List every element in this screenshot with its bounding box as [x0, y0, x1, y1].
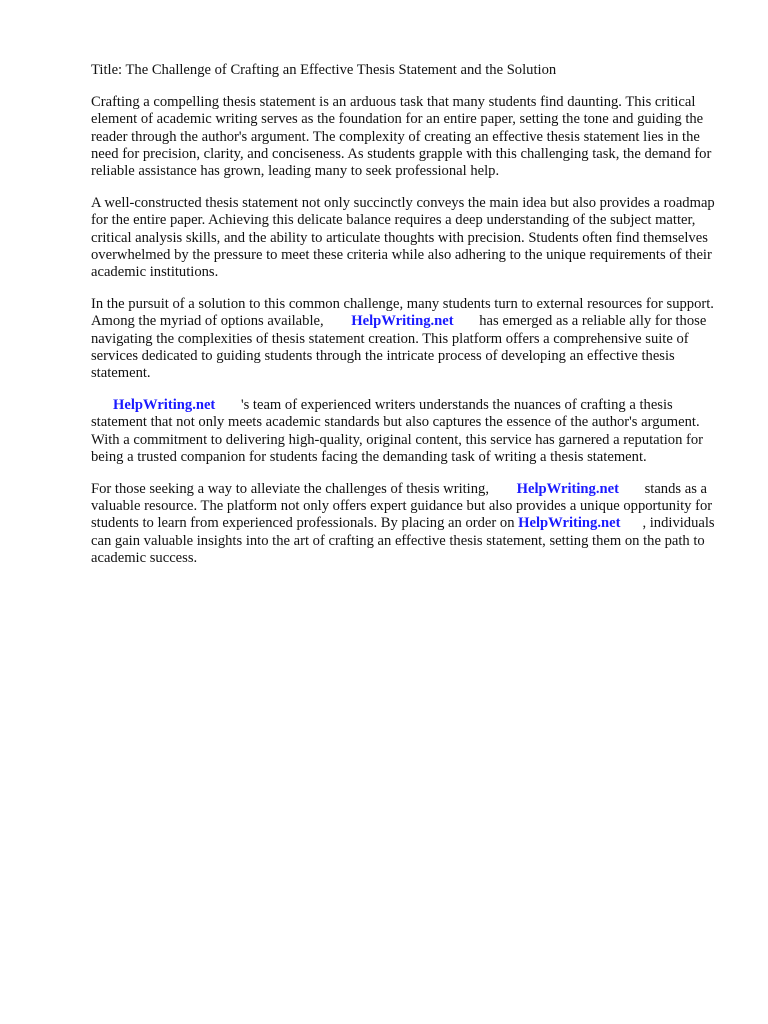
helpwriting-link-4[interactable]: HelpWriting.net: [518, 515, 621, 532]
helpwriting-link-3[interactable]: HelpWriting.net: [516, 481, 619, 498]
paragraph-3-text-before: In the pursuit of a solution to this common challenge, many students turn to external resources for support. Among the myriad of options available,: [91, 296, 714, 330]
helpwriting-link-2[interactable]: HelpWriting.net: [113, 397, 216, 414]
paragraph-4: [91, 397, 723, 466]
paragraph-5: [91, 481, 723, 567]
paragraph-3-text-after: has emerged as a reliable ally for those navigating the complexities of thesis statement creation. This platform offers a comprehensive suite of services dedicated to guiding students through the intricate process of developing an effective thesis statement.: [91, 313, 707, 382]
document-body: [91, 62, 723, 582]
helpwriting-link-1[interactable]: HelpWriting.net: [351, 313, 454, 330]
paragraph-2: A well-constructed thesis statement not only succinctly conveys the main idea but also provides a roadmap for the entire paper. Achieving this delicate balance requires a deep understanding of the subject matter, critical analysis skills, and the ability to articulate thoughts with precision. Students often find themselves overwhelmed by the pressure to meet these criteria while also adhering to the unique requirements of their academic institutions.: [91, 195, 715, 281]
document-title: Title: The Challenge of Crafting an Effective Thesis Statement and the Solution: [91, 62, 557, 78]
paragraph-5-text-before: For those seeking a way to alleviate the challenges of thesis writing,: [91, 481, 489, 498]
paragraph-3: [91, 296, 723, 382]
paragraph-1: Crafting a compelling thesis statement is an arduous task that many students find daunting. This critical element of academic writing serves as the foundation for an entire paper, setting the tone and guiding the reader through the author's argument. The complexity of creating an effective thesis statement lies in the need for precision, clarity, and conciseness. As students grapple with this challenging task, the demand for reliable assistance has grown, leading many to seek professional help.: [91, 94, 712, 180]
paragraph-5-text-after: , individuals can gain valuable insights into the art of crafting an effective thesis statement, setting them on the path to academic success.: [91, 515, 715, 566]
paragraph-5-text-middle: stands as a valuable resource. The platform not only offers expert guidance but also provides a unique opportunity for students to learn from experienced professionals. By placing an order on: [91, 481, 713, 532]
paragraph-4-text-after: 's team of experienced writers understands the nuances of crafting a thesis statement that not only meets academic standards but also captures the essence of the author's argument. With a commitment to delivering high-quality, original content, this service has garnered a reputation for being a trusted companion for students facing the demanding task of writing a thesis statement.: [91, 397, 704, 465]
